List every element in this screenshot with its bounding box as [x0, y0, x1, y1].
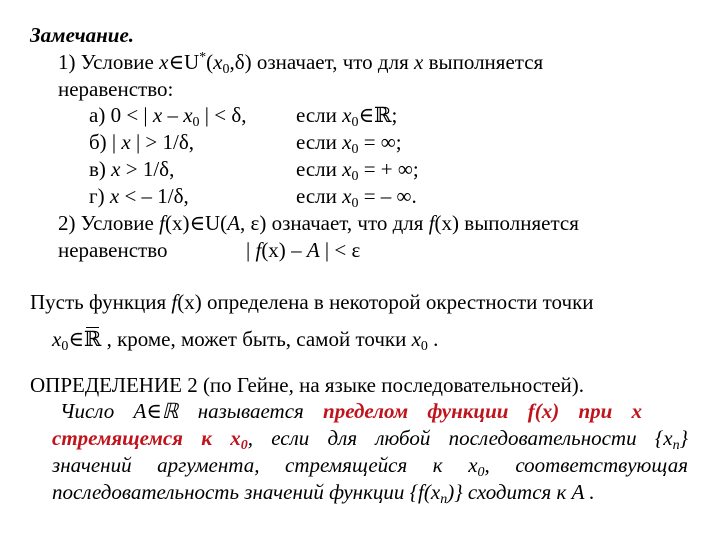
remark-item-2-line-2: неравенство: [58, 238, 168, 262]
remark-case-b-condition: если $x_0$ = ∞;: [296, 130, 402, 157]
remark-case-a: а) 0 < | x – $x_0$ | < δ,: [89, 103, 247, 130]
premise-line-2: $x_0\in ℝ$ , кроме, может быть, самой точки $x_0$ .: [52, 327, 439, 354]
definition-line-3: значений аргумента, стремящейся к $x_0$, соответствующая: [52, 453, 688, 480]
remark-case-c: в) x > 1/δ,: [89, 157, 175, 181]
remark-heading: Замечание.: [30, 23, 135, 47]
remark-case-d-condition: если $x_0$ = – ∞.: [296, 184, 417, 211]
remark-case-c-condition: если $x_0$ = + ∞;: [296, 157, 419, 184]
remark-item-1-line-1: 1) Условие $x\in U^*(x_0,\delta)$ означает, что для x выполняется: [58, 50, 544, 77]
remark-case-d: г) x < – 1/δ,: [89, 184, 189, 208]
definition-line-1: Число A∈ℝ называется пределом функции f(x) при x: [60, 399, 643, 423]
definition-heading: ОПРЕДЕЛЕНИЕ 2 (по Гейне, на языке последовательностей).: [30, 373, 585, 397]
remark-item-2-line-1: 2) Условие f(x)∈U(A, ε) означает, что для f(x) выполняется: [58, 211, 579, 235]
remark-case-a-condition: если $x_0\in ℝ$;: [296, 103, 398, 130]
remark-item-2-inequality: | f(x) – A | < ε: [246, 238, 361, 262]
extended-real-symbol: ℝ: [83, 327, 102, 351]
definition-line-4: последовательность значений функции $\{f(x_n)\}$ сходится к A .: [52, 480, 595, 507]
remark-item-1-line-2: неравенство:: [58, 77, 174, 101]
remark-case-b: б) | x | > 1/δ,: [89, 130, 194, 154]
definition-line-2: стремящемся к $x_0$, если для любой последовательности $\{x_n\}$: [52, 426, 689, 453]
premise-line-1: Пусть функция f(x) определена в некоторой окрестности точки: [30, 290, 594, 314]
